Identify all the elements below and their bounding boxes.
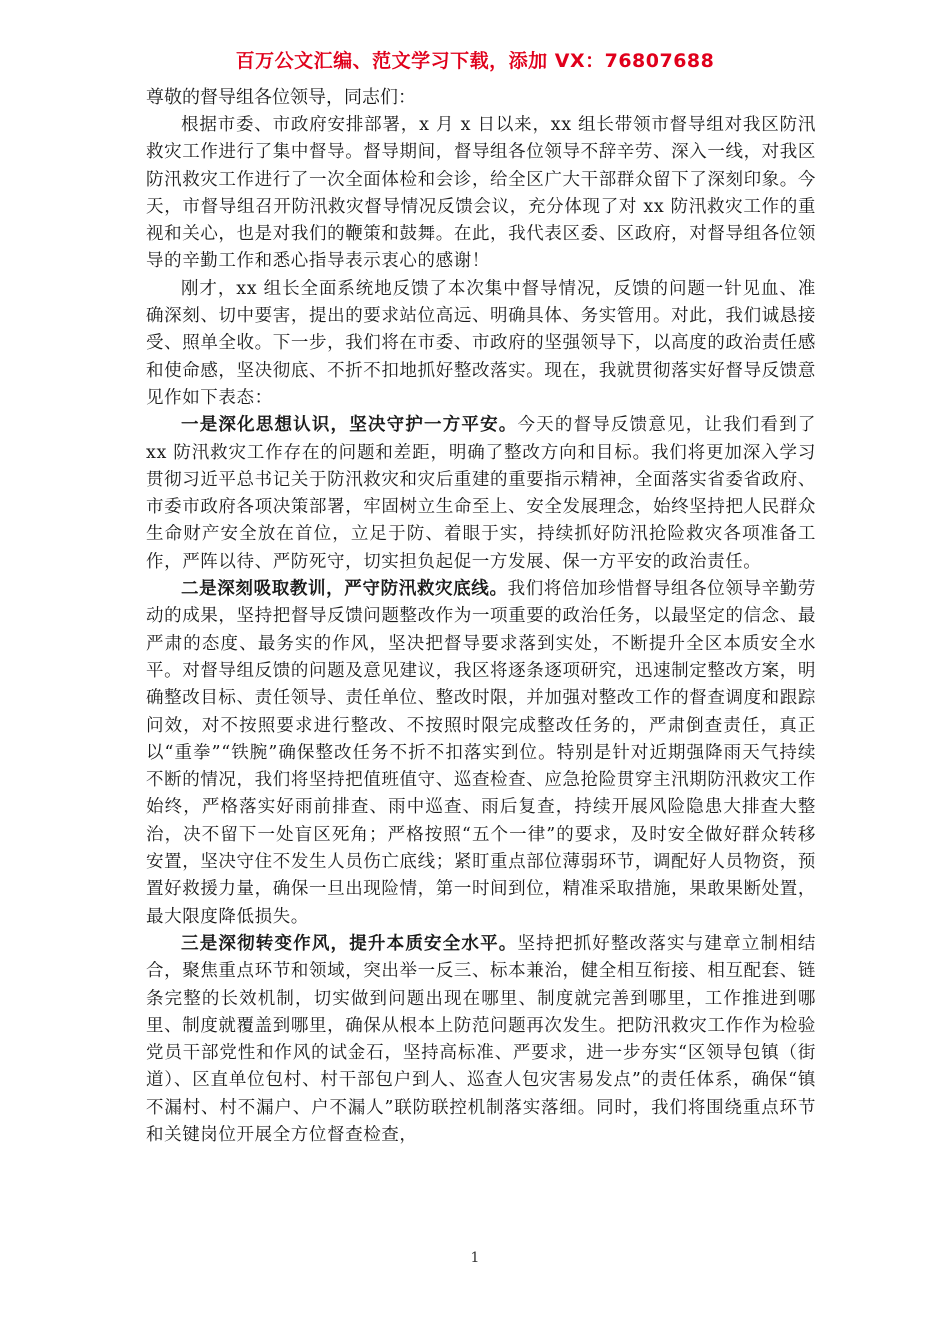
paragraph-3 xyxy=(146,412,816,576)
paragraph-3-text: 今天的督导反馈意见，让我们看到了 xx 防汛救灾工作存在的问题和差距，明确了整改方向和目标。我们将更加深入学习贯彻习近平总书记关于防汛救灾和灾后重建的重要指示精神，全面落实省委省政府、市委市政府各项决策部署，牢固树立生命至上、安全发展理念，始终坚持把人民群众生命财产安全放在首位，立足于防、着眼于实，持续抓好防汛抢险救灾各项准备工作，严阵以待、严防死守，切实担负起促一方发展、保一方平安的政治责任。 xyxy=(146,415,816,572)
page-number: 1 xyxy=(470,1250,480,1266)
paragraph-5 xyxy=(146,931,816,1149)
paragraph-3-heading: 一是深化思想认识，坚决守护一方平安。 xyxy=(181,415,518,436)
salutation: 尊敬的督导组各位领导，同志们： xyxy=(146,87,416,108)
paragraph-4-text: 我们将倍加珍惜督导组各位领导辛勤劳动的成果，坚持把督导反馈问题整改作为一项重要的政治任务，以最坚定的信念、最严肃的态度、最务实的作风，坚决把督导要求落到实处，不断提升全区本质安全水平。对督导组反馈的问题及意见建议，我区将逐条逐项研究，迅速制定整改方案，明确整改目标、责任领导、责任单位、整改时限，并加强对整改工作的督查调度和跟踪问效，对不按照要求进行整改、不按照时限完成整改任务的，严肃倒查责任，真正以“重拳”“铁腕”确保整改任务不折不扣落实到位。特别是针对近期强降雨天气持续不断的情况，我们将坚持把值班值守、巡查检查、应急抢险贯穿主汛期防汛救灾工作始终，严格落实好雨前排查、雨中巡查、雨后复查，持续开展风险隐患大排查大整治，决不留下一处盲区死角；严格按照“五个一律”的要求，及时安全做好群众转移安置，坚决守住不发生人员伤亡底线；紧盯重点部位薄弱环节，调配好人员物资，预置好救援力量，确保一旦出现险情，第一时间到位，精准采取措施，果敢果断处置，最大限度降低损失。 xyxy=(146,579,816,927)
paragraph-1-text: 根据市委、市政府安排部署，x 月 x 日以来，xx 组长带领市督导组对我区防汛救灾工作进行了集中督导。督导期间，督导组各位领导不辞辛劳、深入一线，对我区防汛救灾工作进行了一次全面体检和会诊，给全区广大干部群众留下了深刻印象。今天，市督导组召开防汛救灾督导情况反馈会议，充分体现了对 xx 防汛救灾工作的重视和关心，也是对我们的鞭策和鼓舞。在此，我代表区委、区政府，对督导组各位领导的辛勤工作和悉心指导表示衷心的感谢！ xyxy=(146,115,816,272)
paragraph-2 xyxy=(146,276,816,412)
paragraph-5-text: 坚持把抓好整改落实与建章立制相结合，聚焦重点环节和领域，突出举一反三、标本兼治，健全相互衔接、相互配套、链条完整的长效机制，切实做到问题出现在哪里、制度就完善到哪里，工作推进到哪里、制度就覆盖到哪里，确保从根本上防范问题再次发生。把防汛救灾工作作为检验党员干部党性和作风的试金石，坚持高标准、严要求，进一步夯实“区领导包镇（街道）、区直单位包村、村干部包户到人、巡查人包灾害易发点”的责任体系，确保“镇不漏村、村不漏户、户不漏人”联防联控机制落实落细。同时，我们将围绕重点环节和关键岗位开展全方位督查检查， xyxy=(146,933,816,1145)
document-body xyxy=(146,84,816,1149)
paragraph-4 xyxy=(146,576,816,931)
paragraph-5-heading: 三是深彻转变作风，提升本质安全水平。 xyxy=(181,933,518,954)
promo-banner: 百万公文汇编、范文学习下载，添加 VX：76807688 xyxy=(235,50,715,72)
paragraph-2-text: 刚才，xx 组长全面系统地反馈了本次集中督导情况，反馈的问题一针见血、准确深刻、切中要害，提出的要求站位高远、明确具体、务实管用。对此，我们诚恳接受、照单全收。下一步，我们将在市委、市政府的坚强领导下，以高度的政治责任感和使命感，坚决彻底、不折不扣地抓好整改落实。现在，我就贯彻落实好督导反馈意见作如下表态： xyxy=(146,278,816,408)
paragraph-4-heading: 二是深刻吸取教训，严守防汛救灾底线。 xyxy=(181,579,508,600)
paragraph-1 xyxy=(146,112,816,276)
